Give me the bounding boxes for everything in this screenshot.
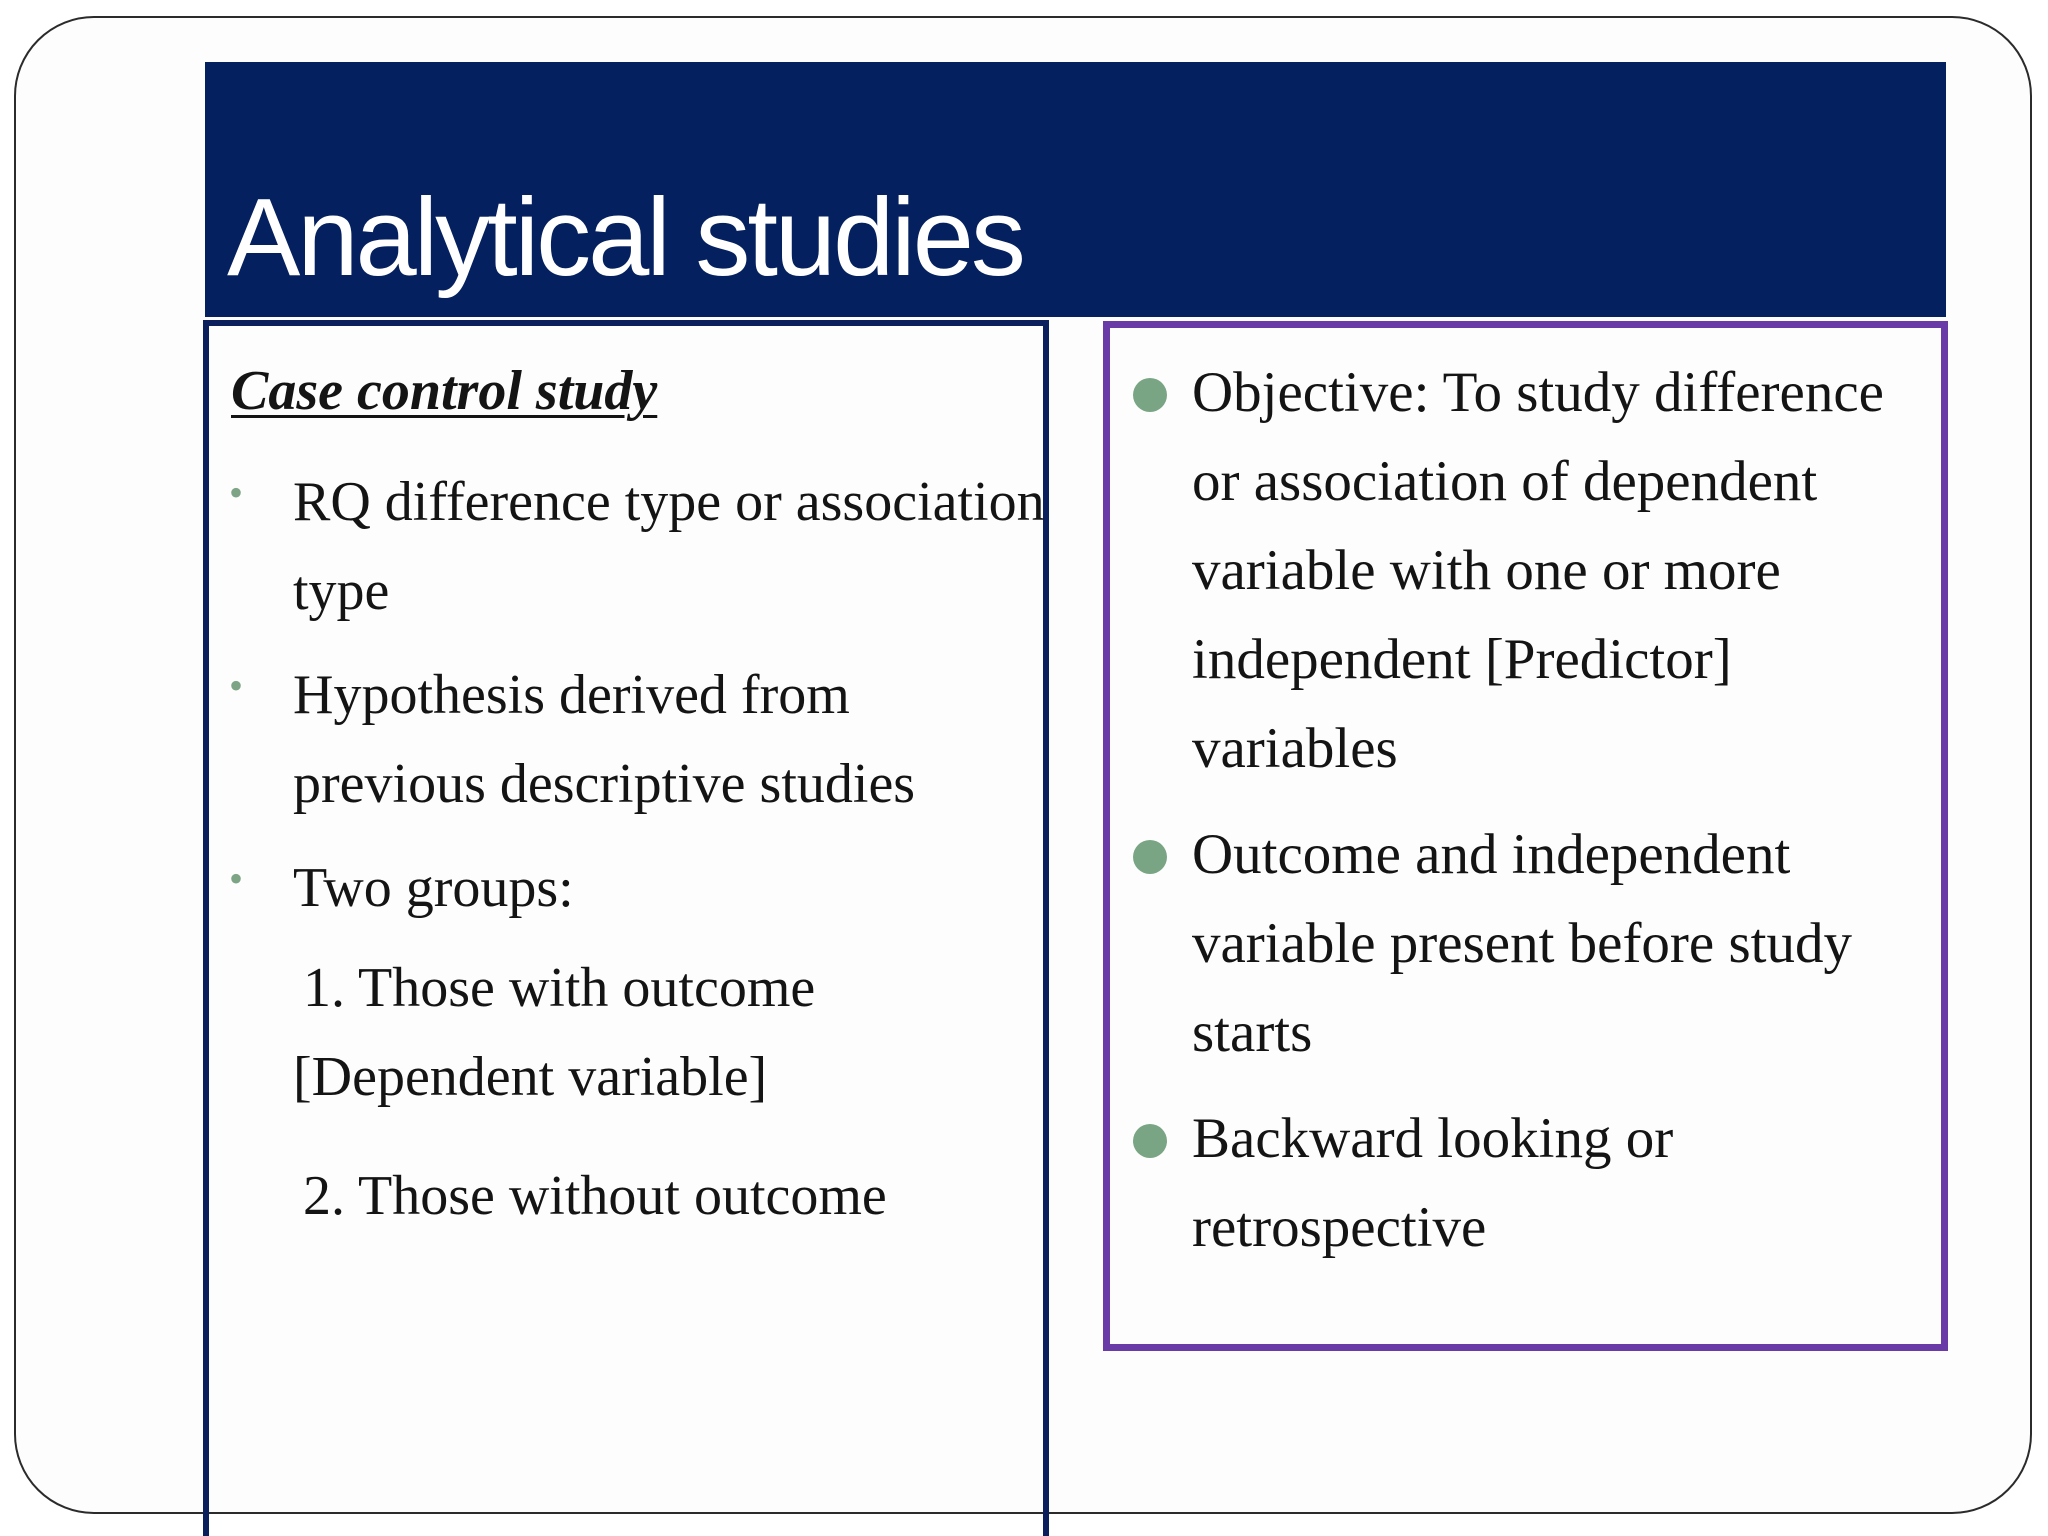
bullet-icon: • (229, 663, 244, 708)
list-item (209, 651, 1049, 829)
bullet-text: Objective: To study difference or association of dependent variable with one or more independent [Predictor] variables (1192, 361, 1884, 780)
bullet-text: Two groups: (293, 857, 574, 919)
list-item (209, 458, 1049, 636)
list-item (1110, 348, 1940, 793)
bullet-icon: • (229, 856, 244, 901)
left-content-box (203, 320, 1049, 1536)
list-item (1110, 810, 1940, 1077)
left-bullet-list (209, 458, 1049, 948)
right-content-box (1103, 321, 1948, 1351)
bullet-icon: • (229, 470, 244, 515)
group-item-1: 1. Those with outcome [Dependent variable] (293, 957, 816, 1108)
list-item (209, 844, 1049, 933)
bullet-text: Backward looking or retrospective (1192, 1107, 1674, 1259)
right-bullet-list (1110, 348, 1940, 1289)
bullet-text: Hypothesis derived from previous descriptive studies (293, 664, 916, 815)
list-item (1110, 1094, 1940, 1272)
group-item-2: 2. Those without outcome (303, 1165, 887, 1227)
bullet-text: Outcome and independent variable present before study starts (1192, 823, 1852, 1064)
left-heading: Case control study (231, 360, 658, 422)
bullet-icon (1133, 378, 1167, 412)
slide-title: Analytical studies (227, 176, 1023, 299)
bullet-icon (1133, 840, 1167, 874)
bullet-icon (1133, 1124, 1167, 1158)
bullet-text: RQ difference type or association type (293, 471, 1045, 622)
title-bar (205, 62, 1946, 317)
